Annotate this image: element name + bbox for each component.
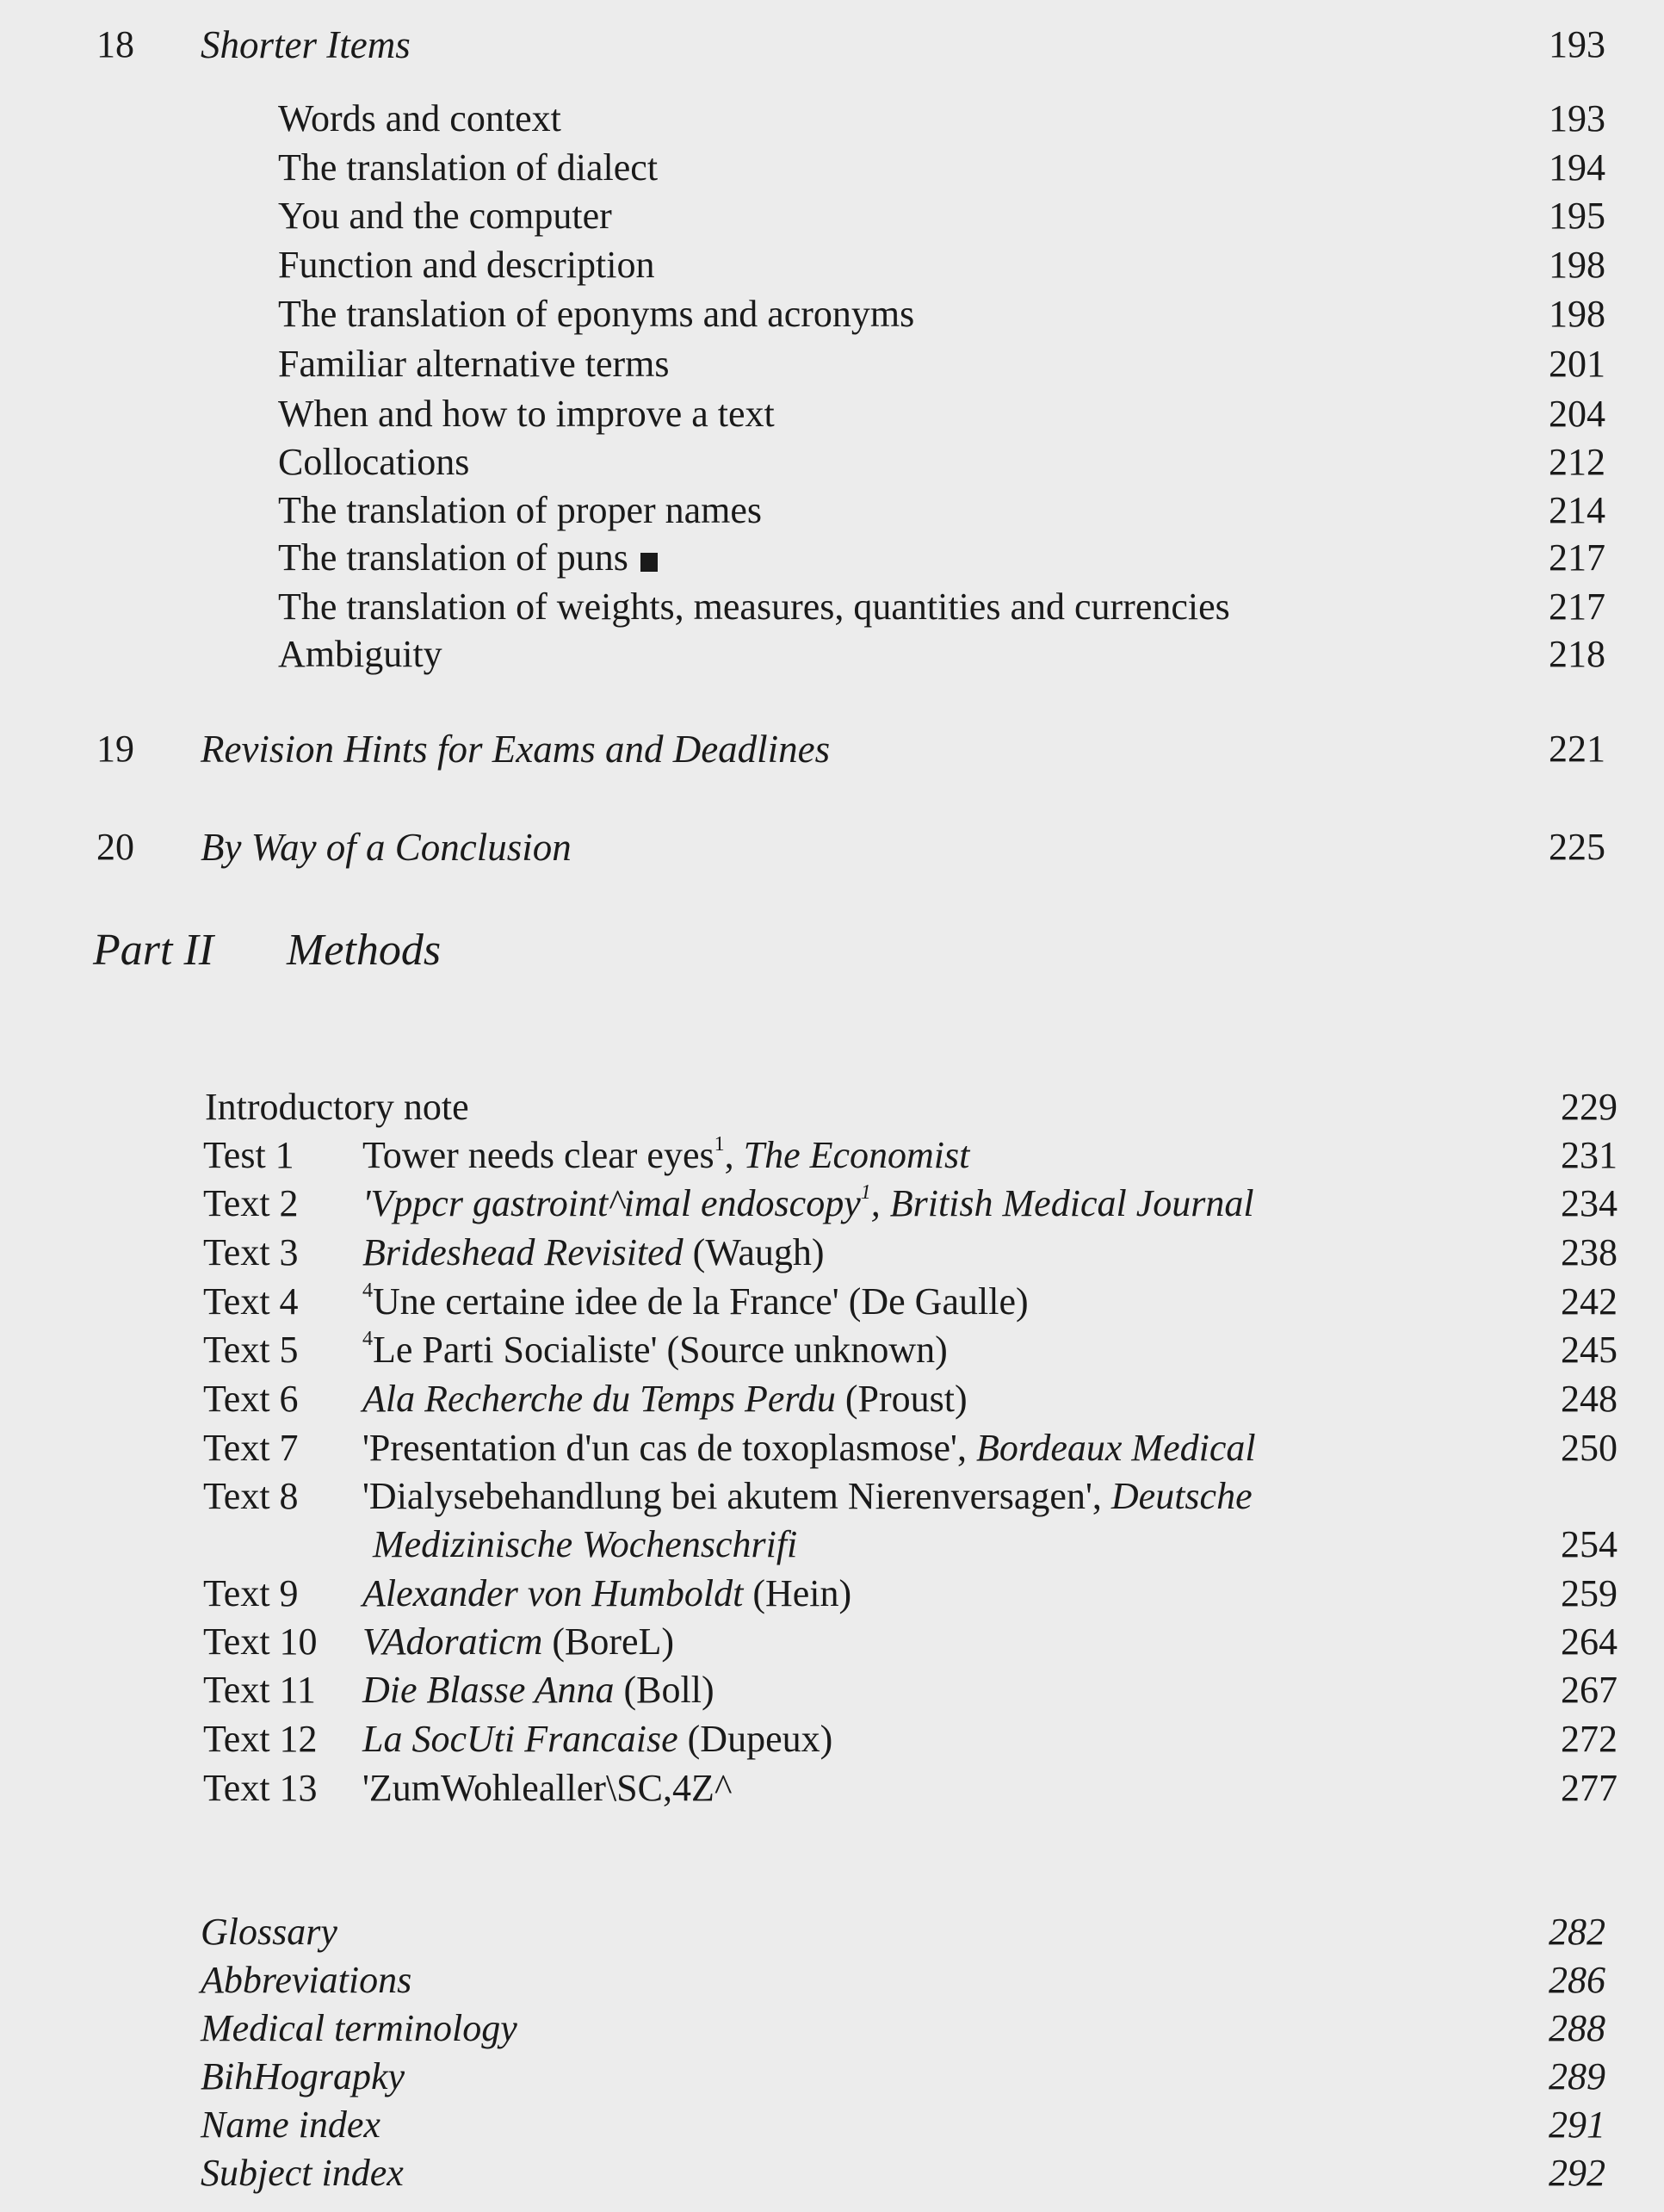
text-title-plain: 'Dialysebehandlung bei akutem Nierenversagen',: [362, 1475, 1111, 1517]
text-title-plain-after: (Waugh): [683, 1231, 825, 1273]
chapter-number: 18: [96, 23, 134, 65]
chapter-title: Shorter Items: [201, 23, 411, 66]
page-number: 198: [1549, 293, 1605, 335]
backmatter-row: [0, 1908, 1664, 1956]
text-title: [362, 1229, 825, 1277]
text-title-plain-after: Une certaine idee de la France' (De Gaulle): [373, 1280, 1029, 1323]
text-label: Text 7: [203, 1427, 299, 1469]
page-number: 292: [1549, 2152, 1605, 2194]
page-number: 248: [1561, 1378, 1618, 1420]
page-number: 234: [1561, 1182, 1618, 1224]
part-title: Methods: [287, 926, 442, 975]
text-title: [362, 1180, 1254, 1228]
text-label: Text 8: [203, 1475, 299, 1517]
item-label: The translation of puns: [278, 536, 628, 579]
text-label: Text 13: [203, 1767, 318, 1809]
backmatter-row: [0, 2149, 1664, 2197]
page-number: 288: [1549, 2007, 1605, 2049]
backmatter-label: Name index: [201, 2104, 380, 2146]
chapter-title: Revision Hints for Exams and Deadlines: [201, 728, 831, 771]
text-label: Text 3: [203, 1231, 299, 1273]
page-number: 201: [1549, 343, 1605, 385]
text-label: Text 11: [203, 1669, 316, 1711]
part-heading: [0, 924, 1664, 977]
toc-item: [0, 438, 1664, 486]
item-label: Familiar alternative terms: [278, 343, 670, 385]
text-row: [0, 1618, 1664, 1666]
page-number: 267: [1561, 1669, 1618, 1711]
toc-item: [0, 95, 1664, 143]
intro-note-row: [0, 1083, 1664, 1131]
page-number: 204: [1549, 393, 1605, 435]
item-label: When and how to improve a text: [278, 393, 775, 435]
chapter-20-heading: [0, 823, 1664, 871]
text-label: Text 6: [203, 1378, 299, 1420]
toc-item: [0, 390, 1664, 438]
text-title-italic: Deutsche: [1110, 1475, 1253, 1517]
text-row: [0, 1715, 1664, 1763]
chapter-19-heading: [0, 725, 1664, 773]
text-title: [362, 1278, 1029, 1326]
text-title-plain-after: (Boll): [614, 1669, 714, 1711]
page-number: 264: [1561, 1620, 1618, 1663]
toc-item: [0, 241, 1664, 289]
text-title: [362, 1326, 948, 1374]
text-row: [0, 1229, 1664, 1277]
footnote-mark: 4: [362, 1279, 373, 1303]
text-title-plain-after: (BoreL): [542, 1620, 675, 1663]
text-row: [0, 1570, 1664, 1618]
text-title: [362, 1131, 969, 1180]
page-number: 291: [1549, 2104, 1605, 2146]
text-title-line2: Medizinische Wochenschrifi: [373, 1523, 798, 1565]
text-label: Text 9: [203, 1572, 299, 1614]
page-number: 289: [1549, 2055, 1605, 2097]
text-title-italic: 'Vppcr gastroint^imal endoscopy: [362, 1182, 861, 1224]
page-number: 195: [1549, 195, 1605, 237]
text-row: [0, 1131, 1664, 1180]
item-label: The translation of proper names: [278, 489, 763, 531]
text-row: [0, 1180, 1664, 1228]
page-number: 193: [1549, 23, 1605, 65]
page-number: 225: [1549, 826, 1605, 868]
text-title-italic: Brideshead Revisited: [362, 1231, 684, 1273]
text-title-italic: Die Blasse Anna: [362, 1669, 615, 1711]
page-number: 242: [1561, 1280, 1618, 1323]
text-title-italic: The Economist: [743, 1134, 970, 1176]
page-number: 231: [1561, 1134, 1618, 1176]
text-title-plain-after: (Proust): [835, 1378, 968, 1420]
text-title: [362, 1375, 968, 1423]
text-row: [0, 1424, 1664, 1472]
text-title: [362, 1666, 714, 1714]
backmatter-label: Glossary: [201, 1911, 337, 1953]
backmatter-row: [0, 2101, 1664, 2149]
black-square-icon: [640, 553, 658, 572]
page-number: 214: [1549, 489, 1605, 531]
item-label: Collocations: [278, 441, 470, 483]
toc-item: [0, 534, 1664, 582]
text-label: Text 10: [203, 1620, 318, 1663]
text-title-italic: La SocUti Francaise: [362, 1718, 678, 1760]
text-label: Text 5: [203, 1329, 299, 1371]
text-row: [0, 1375, 1664, 1423]
text-title-plain: 'Presentation d'un cas de toxoplasmose',: [362, 1427, 976, 1469]
text-title-plain-after: ,: [724, 1134, 744, 1176]
item-label: Ambiguity: [278, 633, 442, 675]
text-title: 'ZumWohlealler\SC,4Z^: [362, 1767, 733, 1809]
chapter-18-heading: [0, 21, 1664, 69]
text-label: Text 4: [203, 1280, 299, 1323]
item-label: You and the computer: [278, 195, 612, 237]
text-title-plain-after: (Hein): [743, 1572, 852, 1614]
page-number: 250: [1561, 1427, 1618, 1469]
page-number: 238: [1561, 1231, 1618, 1273]
text-title-italic: Bordeaux Medical: [975, 1427, 1256, 1469]
page-number: 198: [1549, 244, 1605, 286]
backmatter-row: [0, 2004, 1664, 2053]
page-number: 218: [1549, 633, 1605, 675]
footnote-mark: 1: [860, 1181, 871, 1205]
text-title-plain: Tower needs clear eyes: [362, 1134, 714, 1176]
text-title: [362, 1715, 832, 1763]
toc-item: [0, 486, 1664, 535]
text-row: [0, 1764, 1664, 1812]
text-label: Text 2: [203, 1182, 299, 1224]
item-label: The translation of weights, measures, quantities and currencies: [278, 586, 1230, 628]
page-number: 194: [1549, 146, 1605, 189]
text-title: [362, 1472, 1253, 1521]
text-title-italic: Alexander von Humboldt: [362, 1572, 744, 1614]
page-number: 217: [1549, 536, 1605, 579]
text-row: [0, 1326, 1664, 1374]
page-number: 272: [1561, 1718, 1618, 1760]
text-title: [362, 1424, 1256, 1472]
text-title-italic-after: , British Medical Journal: [870, 1182, 1254, 1224]
toc-item: [0, 144, 1664, 192]
page-number: 193: [1549, 97, 1605, 139]
text-title: [362, 1570, 851, 1618]
toc-item: [0, 630, 1664, 678]
page-number: 217: [1549, 586, 1605, 628]
page-number: 286: [1549, 1959, 1605, 2001]
item-label: Words and context: [278, 97, 561, 139]
backmatter-label: Subject index: [201, 2152, 404, 2194]
page-number: 229: [1561, 1086, 1618, 1128]
text-row: [0, 1666, 1664, 1714]
page-number: 221: [1549, 728, 1605, 770]
chapter-number: 20: [96, 826, 134, 868]
chapter-title: By Way of a Conclusion: [201, 826, 572, 869]
footnote-mark: 4: [362, 1328, 373, 1351]
chapter-number: 19: [96, 728, 134, 770]
text-title-italic: Ala Recherche du Temps Perdu: [362, 1378, 836, 1420]
backmatter-row: [0, 2053, 1664, 2101]
part-label: Part II: [93, 926, 214, 975]
text-row: [0, 1278, 1664, 1326]
page-number: 245: [1561, 1329, 1618, 1371]
backmatter-label: Medical terminology: [201, 2007, 517, 2049]
item-label: The translation of dialect: [278, 146, 659, 189]
text-title-italic: VAdoraticm: [362, 1620, 543, 1663]
text-title-plain-after: Le Parti Socialiste' (Source unknown): [373, 1329, 948, 1371]
text-title-plain-after: (Dupeux): [677, 1718, 833, 1760]
page-number: 212: [1549, 441, 1605, 483]
footnote-mark: 1: [714, 1133, 725, 1156]
text-row-continuation: [0, 1521, 1664, 1569]
text-label: Text 12: [203, 1718, 318, 1760]
text-title: [362, 1618, 674, 1666]
item-label-wrap: [278, 534, 658, 582]
toc-item: [0, 192, 1664, 240]
item-label: Function and description: [278, 244, 655, 286]
backmatter-label: BihHograpky: [201, 2055, 405, 2097]
toc-item: [0, 583, 1664, 631]
page-number: 277: [1561, 1767, 1618, 1809]
toc-item: [0, 340, 1664, 388]
toc-item: [0, 290, 1664, 338]
text-label: Test 1: [203, 1134, 294, 1176]
page-number: 259: [1561, 1572, 1618, 1614]
text-row: [0, 1472, 1664, 1521]
backmatter-row: [0, 1956, 1664, 2004]
item-label: The translation of eponyms and acronyms: [278, 293, 915, 335]
intro-label: Introductory note: [205, 1086, 469, 1128]
page-number: 254: [1561, 1523, 1618, 1565]
page-number: 282: [1549, 1911, 1605, 1953]
backmatter-label: Abbreviations: [201, 1959, 412, 2001]
